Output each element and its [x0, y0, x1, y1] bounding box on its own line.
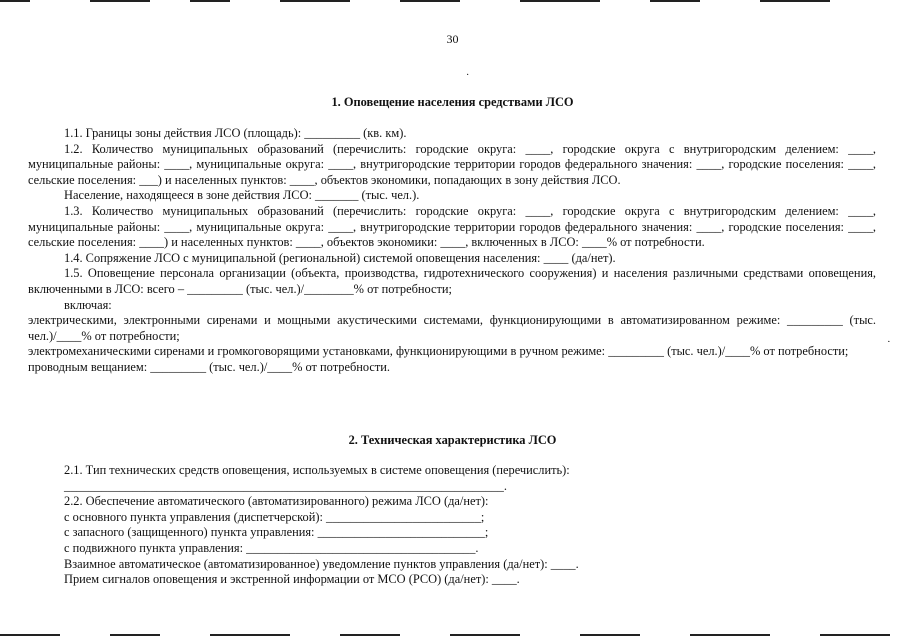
- section-2-body: [28, 463, 876, 588]
- paragraph-population: Население, находящееся в зоне действия ЛСО: _______ (тыс. чел.).: [64, 188, 420, 203]
- page-number: 30: [446, 32, 459, 46]
- section-2-heading: 2. Техническая характеристика ЛСО: [348, 433, 557, 447]
- top-scan-border: [0, 0, 905, 3]
- paragraph-including: включая:: [64, 297, 112, 312]
- line-mobile-control-point: с подвижного пункта управления: _____________________________________.: [64, 540, 479, 555]
- paragraph-1-3: 1.3. Количество муниципальных образований (перечислить: городские округа: ____, городские округа с внутригородским делением: ____, муниципальные районы: ____, муниципальные округа: ____, внутригородские территории городов федерального значения: ____, городские поселения: ____, сельские поселения: ____) и населенных пунктов: ____, объектов экономики: ____, включенных в ЛСО: ____% от потребности.: [28, 203, 876, 250]
- blank-line-types: _______________________________________________________________________.: [64, 478, 507, 493]
- paragraph-2-1: 2.1. Тип технических средств оповещения, используемых в системе оповещения (перечислить):: [64, 463, 570, 477]
- paragraph-1-2: 1.2. Количество муниципальных образований (перечислить: городские округа: ____, городские округа с внутригородским делением: ____, муниципальные районы: ____, муниципальные округа: ____, внутригородские территории городов федерального значения: ____, городские поселения: ____, сельские поселения: ___) и населенных пунктов: ____, объектов экономики, попадающих в зону действия ЛСО.: [28, 141, 876, 187]
- line-signal-reception: Прием сигналов оповещения и экстренной информации от МСО (РСО) (да/нет): ____.: [64, 572, 520, 587]
- paragraph-1-5: 1.5. Оповещение персонала организации (объекта, производства, гидротехнического сооружения) и населения различными средствами оповещения, включенными в ЛСО: всего – _________ (тыс. чел.)/________% от потребности;: [28, 266, 876, 296]
- bottom-scan-border: [0, 634, 905, 637]
- paragraph-electromechanical-sirens: электромеханическими сиренами и громкоговорящими установками, функционирующими в ручном режиме: _________ (тыс. чел.)/____% от потребности;: [28, 344, 849, 359]
- section-1-body: [28, 126, 876, 376]
- section-1-heading: 1. Оповещение населения средствами ЛСО: [331, 95, 574, 109]
- scan-speck: ·: [887, 336, 891, 348]
- paragraph-2-2: 2.2. Обеспечение автоматического (автоматизированного) режима ЛСО (да/нет):: [64, 494, 489, 509]
- line-mutual-notification: Взаимное автоматическое (автоматизированное) уведомление пунктов управления (да/нет): ____.: [64, 556, 579, 571]
- line-reserve-control-point: с запасного (защищенного) пункта управления: ___________________________;: [64, 525, 489, 540]
- paragraph-wired-broadcast: проводным вещанием: _________ (тыс. чел.)/____% от потребности.: [28, 359, 391, 374]
- paragraph-1-1: 1.1. Границы зоны действия ЛСО (площадь): _________ (кв. км).: [64, 126, 407, 140]
- line-main-control-point: с основного пункта управления (диспетчерской): _________________________;: [64, 509, 485, 524]
- paragraph-electric-sirens: электрическими, электронными сиренами и мощными акустическими системами, функционирующими в автоматизированном режиме: _________ (тыс. чел.)/____% от потребности;: [28, 313, 876, 343]
- paragraph-1-4: 1.4. Сопряжение ЛСО с муниципальной (региональной) системой оповещения населения: ____ (да/нет).: [64, 250, 616, 265]
- scan-speck: ·: [466, 70, 470, 81]
